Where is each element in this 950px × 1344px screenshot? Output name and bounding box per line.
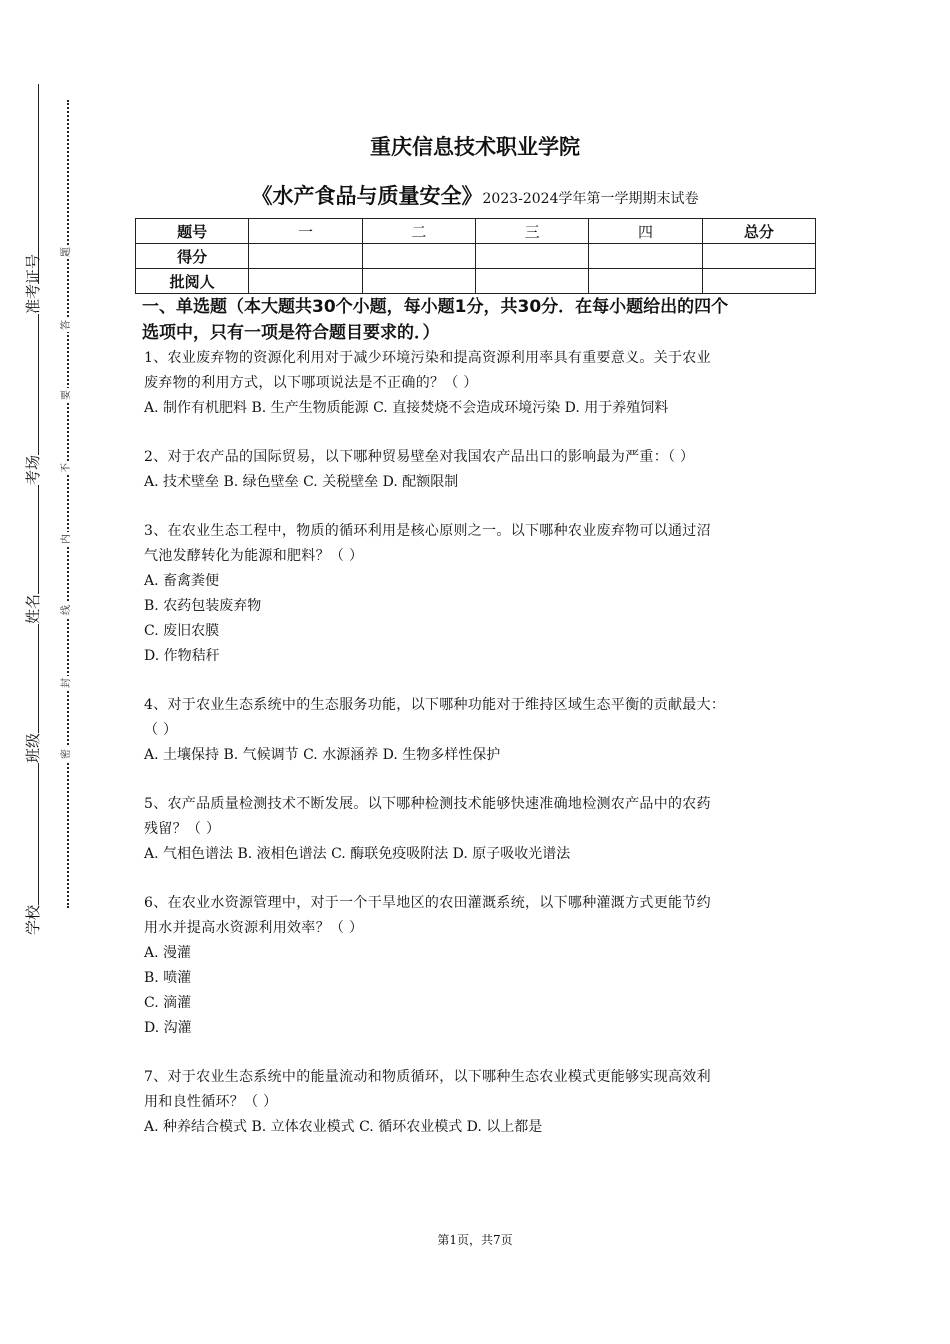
question-stem: 6、在农业水资源管理中，对于一个干旱地区的农田灌溉系统，以下哪种灌溉方式更能节约 — [144, 895, 711, 911]
grader-cell — [475, 269, 588, 294]
exam-term: 2023-2024学年第一学期期末试卷 — [482, 191, 699, 207]
col-part-3: 三 — [475, 219, 588, 244]
grader-cell — [702, 269, 815, 294]
seal-char: 要 — [61, 390, 72, 400]
seal-char: 线 — [61, 605, 72, 615]
section-heading-line: 选项中，只有一项是符合题目要求的．） — [142, 323, 440, 343]
question-stem: 用和良性循环？（ ） — [144, 1094, 278, 1110]
question-stem: 2、对于农产品的国际贸易，以下哪种贸易壁垒对我国农产品出口的影响最为严重：（ ） — [144, 449, 695, 465]
binding-solid-line — [38, 84, 39, 924]
score-table — [135, 218, 816, 294]
page-footer: 第1页，共7页 — [437, 1233, 513, 1247]
option-a: A. 漫灌 — [144, 945, 192, 961]
question-stem: 1、农业废弃物的资源化利用对于减少环境污染和提高资源利用率具有重要意义。关于农业 — [144, 350, 711, 366]
seal-char: 答 — [61, 320, 72, 330]
question-stem: 3、在农业生态工程中，物质的循环利用是核心原则之一。以下哪种农业废弃物可以通过沼 — [144, 523, 711, 539]
section-heading-line: 一、单选题（本大题共30个小题，每小题1分，共30分．在每小题给出的四个 — [142, 297, 729, 317]
question-7 — [144, 1065, 820, 1140]
question-stem: 废弃物的利用方式，以下哪项说法是不正确的？（ ） — [144, 375, 478, 391]
score-cell — [702, 244, 815, 269]
question-stem: 残留？（ ） — [144, 821, 221, 837]
course-title: 《水产食品与质量安全》 — [251, 184, 483, 208]
question-1 — [144, 346, 820, 421]
score-cell — [589, 244, 702, 269]
grader-cell — [249, 269, 362, 294]
col-part-1: 一 — [249, 219, 362, 244]
class-label: 班级 — [18, 733, 48, 763]
option-d: D. 沟灌 — [144, 1020, 192, 1036]
candidate-number-label: 准考证号 — [18, 284, 48, 314]
question-options: A. 制作有机肥料 B. 生产生物质能源 C. 直接焚烧不会造成环境污染 D. 用于养殖饲料 — [144, 400, 669, 416]
school-name: 重庆信息技术职业学院 — [370, 135, 580, 159]
question-stem: 5、农产品质量检测技术不断发展。以下哪种检测技术能够快速准确地检测农产品中的农药 — [144, 796, 711, 812]
grader-row — [136, 269, 816, 294]
question-options: A. 土壤保持 B. 气候调节 C. 水源涵养 D. 生物多样性保护 — [144, 747, 501, 763]
seal-char: 封 — [61, 678, 72, 688]
question-stem: 气池发酵转化为能源和肥料？（ ） — [144, 548, 364, 564]
option-b: B. 农药包装废弃物 — [144, 598, 262, 614]
question-stem: （ ） — [144, 722, 178, 738]
col-part-2: 二 — [362, 219, 475, 244]
seal-dotted-line — [67, 100, 69, 908]
question-options: A. 种养结合模式 B. 立体农业模式 C. 循环农业模式 D. 以上都是 — [144, 1119, 543, 1135]
exam-content — [144, 294, 820, 1140]
option-c: C. 废旧农膜 — [144, 623, 220, 639]
question-4 — [144, 693, 820, 768]
score-table-header-row — [136, 219, 816, 244]
question-6 — [144, 891, 820, 1041]
question-stem: 4、对于农业生态系统中的生态服务功能，以下哪种功能对于维持区域生态平衡的贡献最大： — [144, 697, 726, 713]
section-heading — [142, 294, 820, 346]
question-options: A. 气相色谱法 B. 液相色谱法 C. 酶联免疫吸附法 D. 原子吸收光谱法 — [144, 846, 571, 862]
option-a: A. 畜禽粪便 — [144, 573, 220, 589]
option-c: C. 滴灌 — [144, 995, 192, 1011]
seal-char: 内 — [61, 534, 72, 544]
grader-cell — [589, 269, 702, 294]
question-options: A. 技术壁垒 B. 绿色壁垒 C. 关税壁垒 D. 配额限制 — [144, 474, 459, 490]
exam-room-label: 考场 — [18, 455, 48, 485]
question-stem: 7、对于农业生态系统中的能量流动和物质循环，以下哪种生态农业模式更能够实现高效利 — [144, 1069, 711, 1085]
question-3 — [144, 519, 820, 669]
score-cell — [475, 244, 588, 269]
question-5 — [144, 792, 820, 867]
school-label: 学校 — [18, 905, 48, 935]
score-cell — [362, 244, 475, 269]
option-d: D. 作物秸秆 — [144, 648, 220, 664]
col-part-4: 四 — [589, 219, 702, 244]
seal-char: 不 — [61, 463, 72, 473]
score-row-label: 得分 — [136, 244, 249, 269]
question-2 — [144, 445, 820, 495]
seal-char: 密 — [61, 749, 72, 759]
grader-row-label: 批阅人 — [136, 269, 249, 294]
name-label: 姓名 — [18, 594, 48, 624]
question-stem: 用水并提高水资源利用效率？（ ） — [144, 920, 364, 936]
col-question-number: 题号 — [136, 219, 249, 244]
option-b: B. 喷灌 — [144, 970, 192, 986]
score-row — [136, 244, 816, 269]
score-cell — [249, 244, 362, 269]
exam-title — [0, 180, 950, 210]
col-total: 总分 — [702, 219, 815, 244]
grader-cell — [362, 269, 475, 294]
seal-char: 题 — [61, 247, 72, 257]
